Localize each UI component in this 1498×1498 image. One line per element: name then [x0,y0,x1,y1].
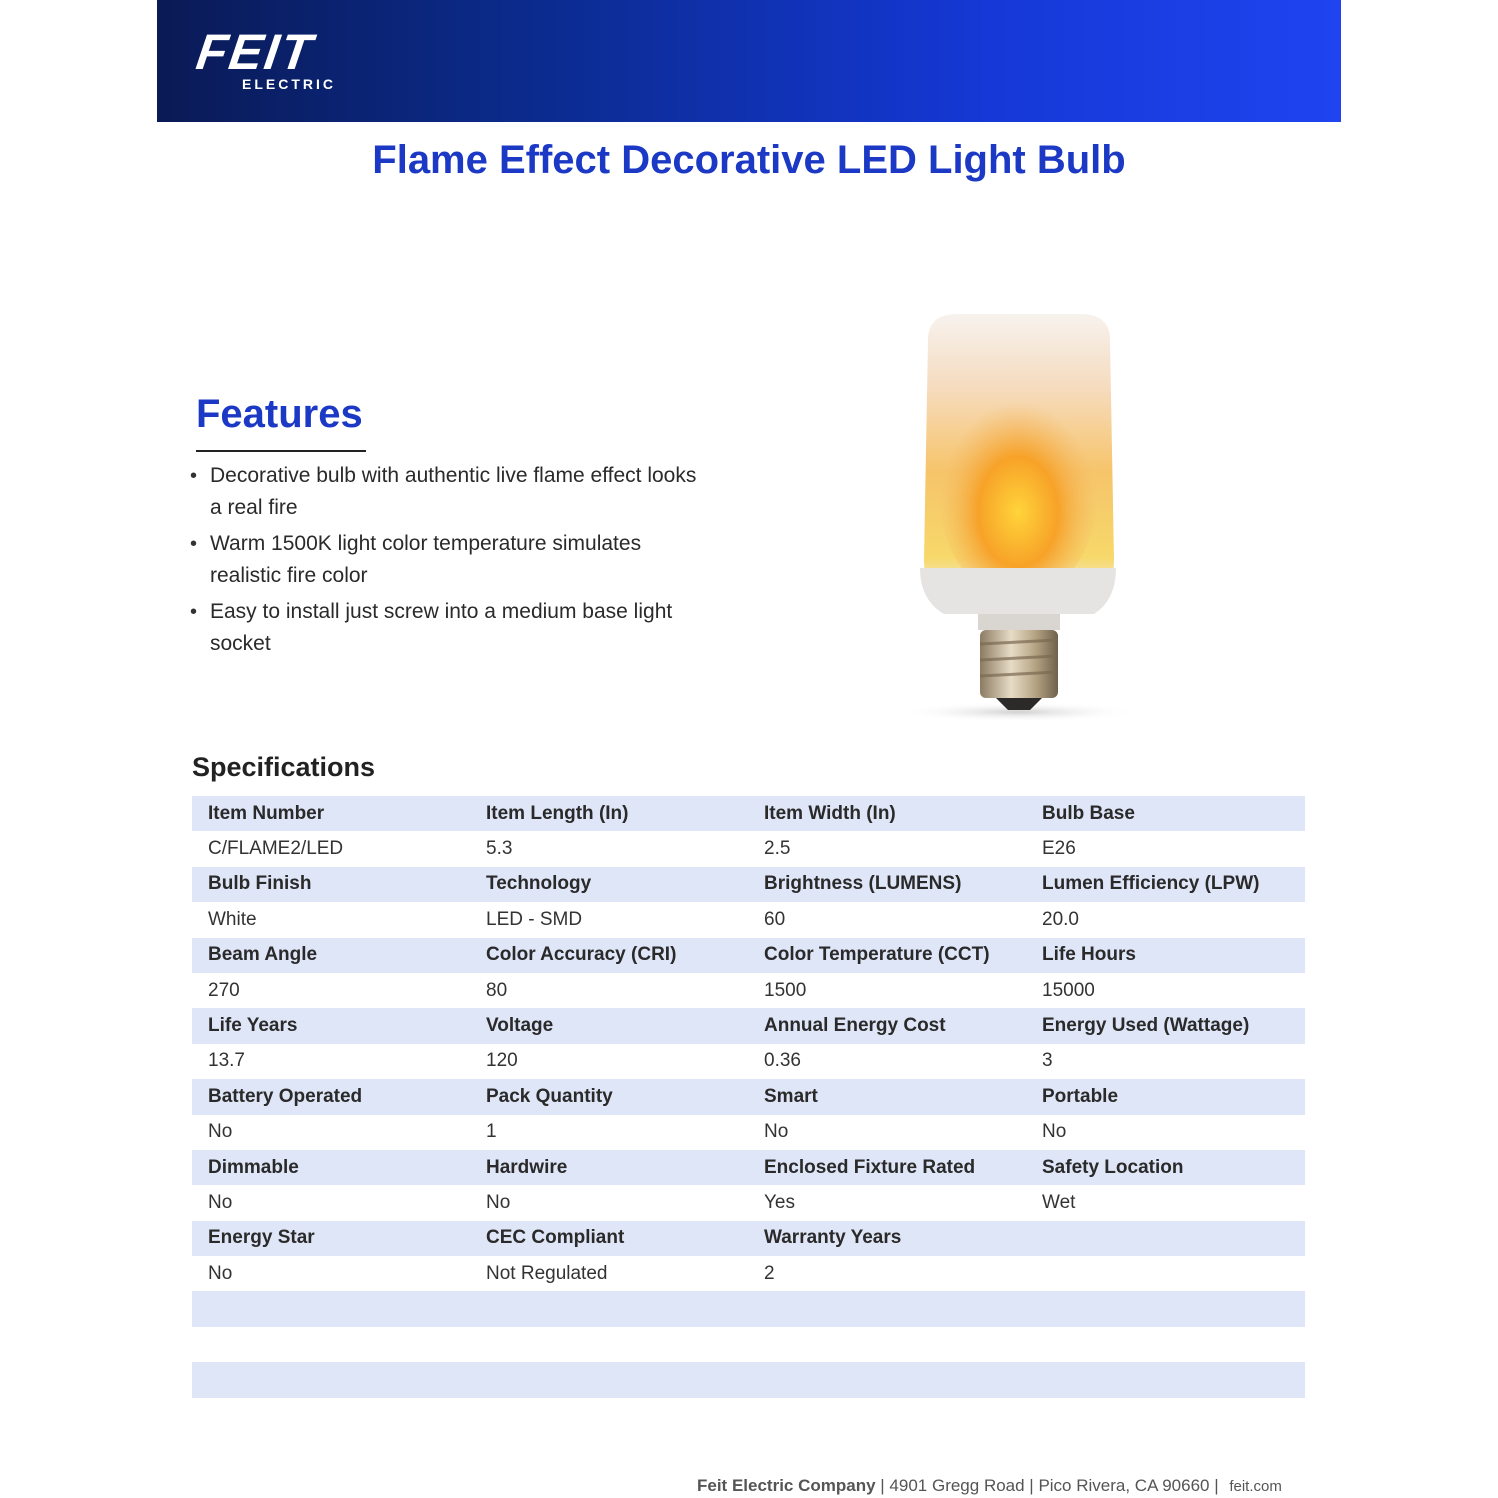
page-title: Flame Effect Decorative LED Light Bulb [372,138,1126,182]
feature-item: • Easy to install just screw into a medium base light socket [188,596,698,660]
spec-label: Color Accuracy (CRI) [486,944,677,966]
spec-value-row [192,973,1305,1008]
brand-header [157,0,1341,122]
spec-label: Item Width (In) [764,802,896,824]
spec-value: No [208,1121,233,1143]
spec-label: Life Hours [1042,944,1136,966]
footer-website-link[interactable]: feit.com [1229,1478,1282,1495]
spec-value: 0.36 [764,1050,801,1072]
spec-value-row [192,831,1305,866]
spec-value-row [192,1185,1305,1220]
spec-empty-row [192,1327,1305,1362]
feature-item: • Warm 1500K light color temperature simulates realistic fire color [188,528,698,592]
logo-subtitle: ELECTRIC [242,76,336,92]
features-divider [196,450,366,452]
spec-value: 15000 [1042,979,1095,1001]
flame-bulb-image [880,300,1160,730]
specifications-heading: Specifications [192,752,376,782]
spec-value: 20.0 [1042,908,1079,930]
spec-label: Technology [486,873,592,895]
spec-value-row [192,1115,1305,1150]
footer-company: Feit Electric Company [697,1476,876,1495]
spec-label: Warranty Years [764,1227,902,1249]
spec-label: Lumen Efficiency (LPW) [1042,873,1260,895]
features-heading: Features [196,392,363,436]
spec-label: Energy Used (Wattage) [1042,1015,1250,1037]
spec-value: No [208,1191,233,1213]
spec-label: Brightness (LUMENS) [764,873,962,895]
spec-value: 2 [764,1262,775,1284]
spec-value: 80 [486,979,508,1001]
spec-label: Voltage [486,1015,554,1037]
spec-value: Yes [764,1191,795,1213]
spec-value: No [486,1191,511,1213]
spec-label: Item Number [208,802,325,824]
spec-value: Wet [1042,1191,1076,1213]
footer-address: | 4901 Gregg Road | Pico Rivera, CA 90660 | [875,1476,1224,1495]
spec-value: 2.5 [764,838,791,860]
spec-label: Bulb Finish [208,873,312,895]
spec-empty-row [192,1362,1305,1397]
specifications-table [192,796,1305,1398]
spec-label: Life Years [208,1015,298,1037]
spec-value: 120 [486,1050,518,1072]
spec-value: White [208,908,257,930]
spec-label: Hardwire [486,1156,568,1178]
spec-label: Bulb Base [1042,802,1135,824]
spec-value: LED - SMD [486,908,583,930]
spec-label: Pack Quantity [486,1085,613,1107]
spec-label: Battery Operated [208,1085,363,1107]
spec-label: Safety Location [1042,1156,1184,1178]
spec-value-row [192,902,1305,937]
spec-label-row [192,1221,1305,1256]
spec-label-row [192,1079,1305,1114]
spec-label: CEC Compliant [486,1227,625,1249]
spec-value: 13.7 [208,1050,245,1072]
spec-label: Item Length (In) [486,802,629,824]
spec-label: Color Temperature (CCT) [764,944,990,966]
spec-label: Enclosed Fixture Rated [764,1156,976,1178]
spec-label-row [192,1008,1305,1043]
spec-label: Dimmable [208,1156,299,1178]
feit-logo[interactable] [193,24,372,94]
spec-label: Annual Energy Cost [764,1015,946,1037]
spec-label: Beam Angle [208,944,318,966]
spec-value: No [764,1121,789,1143]
spec-label: Energy Star [208,1227,315,1249]
spec-value: 1 [486,1121,497,1143]
spec-label-row [192,867,1305,902]
spec-empty-row [192,1291,1305,1326]
spec-value: No [1042,1121,1067,1143]
features-list [188,460,698,664]
spec-value: 270 [208,979,240,1001]
spec-value: No [208,1262,233,1284]
spec-label-row [192,796,1305,831]
spec-value: E26 [1042,838,1076,860]
spec-value: 3 [1042,1050,1053,1072]
spec-value: Not Regulated [486,1262,608,1284]
feature-item: • Decorative bulb with authentic live flame effect looks a real fire [188,460,698,524]
spec-value: 1500 [764,979,807,1001]
spec-label: Portable [1042,1085,1119,1107]
logo-wordmark: FEIT [193,24,318,80]
spec-label-row [192,938,1305,973]
spec-value: 5.3 [486,838,513,860]
spec-label: Smart [764,1085,818,1107]
spec-label-row [192,1150,1305,1185]
item-number-link[interactable]: C/FLAME2/LED [208,838,344,860]
footer-contact [697,1476,1282,1496]
spec-value: 60 [764,908,786,930]
spec-value-row [192,1044,1305,1079]
spec-value-row [192,1256,1305,1291]
